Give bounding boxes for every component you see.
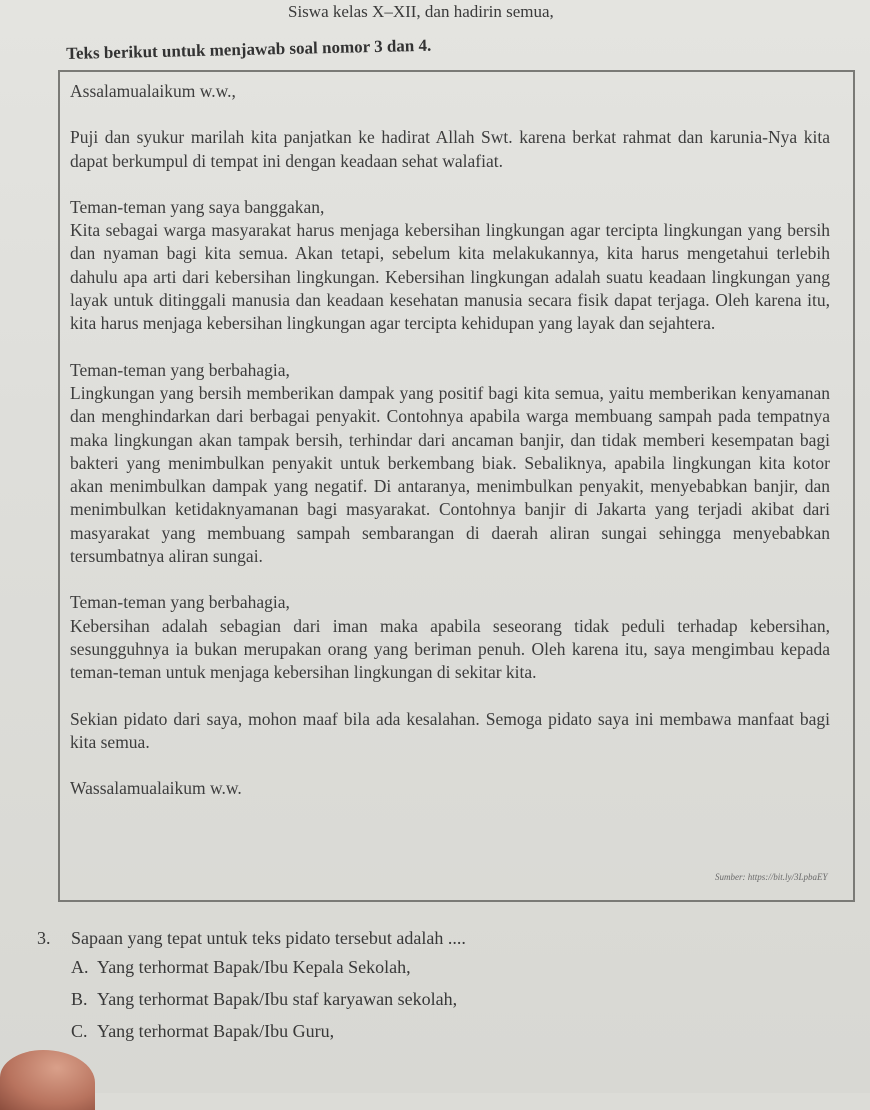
option-text: Yang terhormat Bapak/Ibu staf karyawan sekolah, <box>97 989 458 1009</box>
speech-farewell: Wassalamualaikum w.w. <box>70 778 242 799</box>
answer-option-a[interactable] <box>71 957 837 989</box>
previous-text-line: Siswa kelas X–XII, dan hadirin semua, <box>288 2 554 21</box>
finger-in-photo <box>0 1050 95 1110</box>
option-text: Yang terhormat Bapak/Ibu Kepala Sekolah, <box>97 957 411 977</box>
speech-paragraph-4: Kebersihan adalah sebagian dari iman maka apabila seseorang tidak peduli terhadap kebersihan, sesungguhnya ia bukan merupakan orang yang beriman penuh. Oleh karena itu, saya mengimbau kepada teman-teman untuk menjaga kebersihan lingkungan di sekitar kita. <box>70 615 830 683</box>
option-letter: A. <box>71 957 89 977</box>
question-text: Sapaan yang tepat untuk teks pidato tersebut adalah .... <box>71 928 466 948</box>
answer-option-c[interactable] <box>71 1021 837 1053</box>
speech-address-1: Teman-teman yang saya banggakan, <box>70 196 325 217</box>
section-instruction: Teks berikut untuk menjawab soal nomor 3 dan 4. <box>66 35 432 63</box>
speech-address-3: Teman-teman yang berbahagia, <box>70 592 290 613</box>
option-text: Yang terhormat Bapak/Ibu Guru, <box>97 1021 335 1041</box>
source-citation: Sumber: https://bit.ly/3LpbaEY <box>715 872 828 882</box>
speech-address-2: Teman-teman yang berbahagia, <box>70 359 290 380</box>
question-3 <box>37 928 837 1053</box>
question-number: 3. <box>37 928 51 948</box>
speech-paragraph-closing: Sekian pidato dari saya, mohon maaf bila ada kesalahan. Semoga pidato saya ini membawa manfaat bagi kita semua. <box>70 708 830 752</box>
speech-paragraph-3: Lingkungan yang bersih memberikan dampak yang positif bagi kita semua, yaitu memberikan kenyamanan dan menghindarkan dari berbagai penyakit. Contohnya apabila warga membuang sampah pada tempatnya maka lingkungan akan tampak bersih, terhindar dari ancaman banjir, dan tidak memberi kesempatan bagi bakteri yang menimbulkan penyakit untuk berkembang biak. Sebaliknya, apabila lingkungan kita kotor akan menimbulkan dampak yang negatif. Di antaranya, menimbulkan penyakit, menyebabkan banjir, dan menimbulkan ketidaknyamanan bagi masyarakat. Contohnya banjir di Jakarta yang terjadi akibat dari masyarakat yang membuang sampah sembarangan di daerah aliran sungai sehingga menyebabkan tersumbatnya aliran sungai. <box>70 382 830 567</box>
speech-content <box>70 80 830 800</box>
speech-greeting: Assalamualaikum w.w., <box>70 81 236 101</box>
option-letter: B. <box>71 989 88 1009</box>
speech-paragraph-2: Kita sebagai warga masyarakat harus menjaga kebersihan lingkungan agar tercipta lingkungan yang bersih dan nyaman bagi kita semua. Akan tetapi, sebelum kita melakukannya, kita harus mengetahui terlebih dahulu apa arti dari kebersihan lingkungan. Kebersihan lingkungan adalah suatu keadaan lingkungan yang layak untuk ditinggali manusia dan keadaan kesehatan manusia secara fisik dapat terjaga. Oleh karena itu, kita harus menjaga kebersihan lingkungan agar tercipta kehidupan yang layak dan sejahtera. <box>70 220 830 334</box>
answer-option-b[interactable] <box>71 989 837 1021</box>
answer-options <box>71 957 837 1053</box>
option-letter: C. <box>71 1021 88 1041</box>
speech-paragraph-opening: Puji dan syukur marilah kita panjatkan ke hadirat Allah Swt. karena berkat rahmat dan karunia-Nya kita dapat berkumpul di tempat ini dengan keadaan sehat walafiat. <box>70 127 830 171</box>
